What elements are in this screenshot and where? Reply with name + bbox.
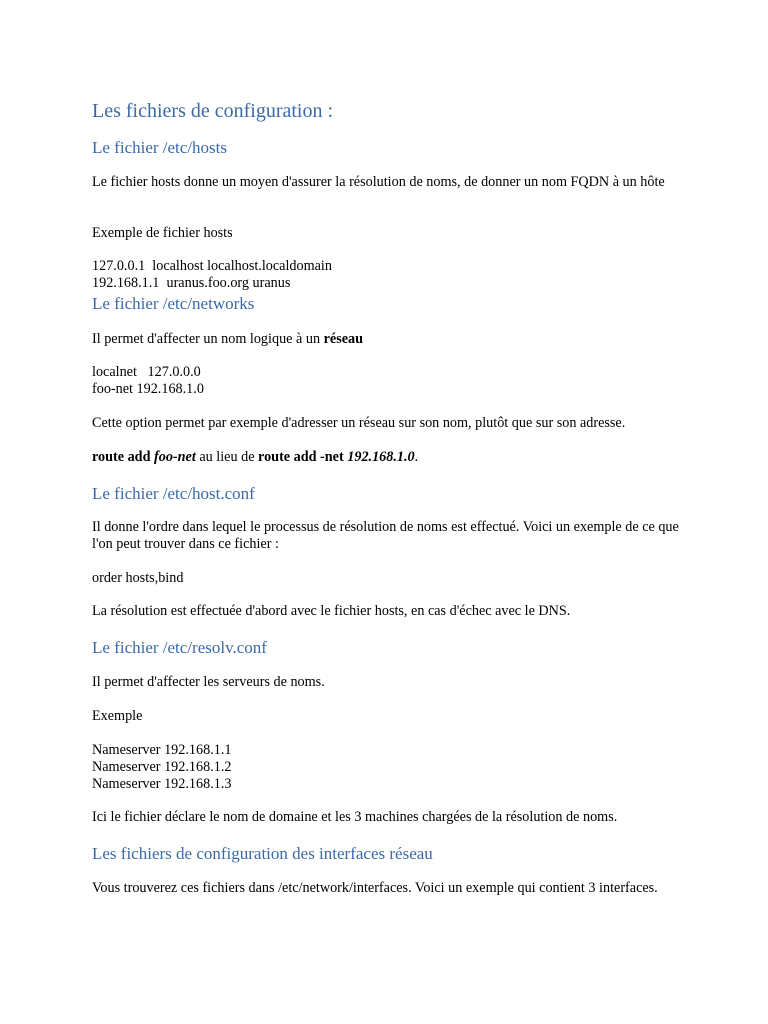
nameserver-line: Nameserver 192.168.1.2 xyxy=(92,759,232,775)
host-conf-example: order hosts,bind xyxy=(92,570,184,586)
section-heading-resolv-conf: Le fichier /etc/resolv.conf xyxy=(92,638,267,657)
networks-description xyxy=(92,331,692,348)
hosts-line: 192.168.1.1 uranus.foo.org uranus xyxy=(92,275,291,291)
section-heading-interfaces: Les fichiers de configuration des interfaces réseau xyxy=(92,844,433,863)
networks-line: foo-net 192.168.1.0 xyxy=(92,381,204,397)
nameserver-line: Nameserver 192.168.1.1 xyxy=(92,742,232,758)
resolv-conf-example-block xyxy=(92,742,692,793)
hosts-description: Le fichier hosts donne un moyen d'assurer la résolution de noms, de donner un nom FQDN à un hôte xyxy=(92,174,665,190)
interfaces-description: Vous trouverez ces fichiers dans /etc/network/interfaces. Voici un exemple qui contient 3 interfaces. xyxy=(92,880,658,896)
route-cmd-period: . xyxy=(414,449,419,465)
resolv-conf-note: Ici le fichier déclare le nom de domaine et les 3 machines chargées de la résolution de noms. xyxy=(92,809,618,825)
networks-line: localnet 127.0.0.0 xyxy=(92,364,201,380)
section-heading-host-conf: Le fichier /etc/host.conf xyxy=(92,484,255,503)
resolv-conf-description: Il permet d'affecter les serveurs de noms. xyxy=(92,674,325,690)
route-cmd-name: foo-net xyxy=(154,449,196,465)
networks-description-text: Il permet d'affecter un nom logique à un xyxy=(92,331,324,347)
hosts-example-label: Exemple de fichier hosts xyxy=(92,225,233,241)
networks-option-text: Cette option permet par exemple d'adresser un réseau sur son nom, plutôt que sur son adresse. xyxy=(92,415,626,431)
hosts-example-block xyxy=(92,258,692,292)
route-cmd-connector: au lieu de xyxy=(195,449,259,465)
page-title: Les fichiers de configuration : xyxy=(92,100,334,122)
networks-description-bold: réseau xyxy=(323,331,363,347)
networks-example-block xyxy=(92,364,692,398)
host-conf-description: Il donne l'ordre dans lequel le processus de résolution de noms est effectué. Voici un exemple de ce que l'on peut trouver dans ce fichier : xyxy=(92,519,679,552)
nameserver-line: Nameserver 192.168.1.3 xyxy=(92,776,232,792)
host-conf-note: La résolution est effectuée d'abord avec le fichier hosts, en cas d'échec avec le DNS. xyxy=(92,603,571,619)
route-cmd-part: route add xyxy=(92,449,155,465)
route-cmd-part: route add -net xyxy=(258,449,348,465)
route-cmd-address: 192.168.1.0 xyxy=(347,449,415,465)
route-command-text xyxy=(92,449,692,466)
hosts-line: 127.0.0.1 localhost localhost.localdomain xyxy=(92,258,332,274)
section-heading-hosts: Le fichier /etc/hosts xyxy=(92,138,228,157)
resolv-conf-example-label: Exemple xyxy=(92,708,143,724)
section-heading-networks: Le fichier /etc/networks xyxy=(92,294,255,313)
